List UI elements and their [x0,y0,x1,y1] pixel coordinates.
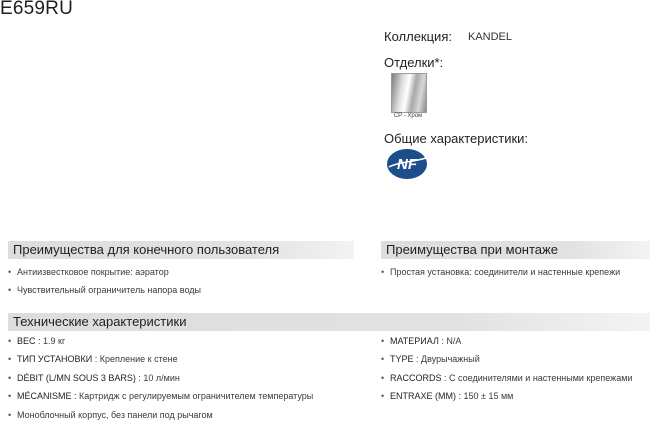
bullet-icon: • [8,410,12,420]
product-code: E659RU [0,0,74,19]
spec-key: МАТЕРИАЛ [390,336,439,346]
spec-row: • ТИП УСТАНОВКИ : Крепление к стене [8,354,178,364]
spec-value: Двурычажный [421,354,480,364]
spec-key: ENTRAXE (MM) [390,391,456,401]
user-benefits-header [8,241,354,259]
bullet-icon: • [381,391,385,401]
general-characteristics-label: Общие характеристики: [384,131,529,146]
nf-logo-text: NF [397,156,417,173]
spec-key: RACCORDS [390,373,442,383]
install-benefits-header [381,241,650,259]
spec-key: TYPE [390,354,414,364]
bullet-icon: • [381,267,385,277]
nf-certification-logo [386,148,428,180]
bullet-icon: • [8,391,12,401]
bullet-icon: • [8,336,12,346]
spec-value: 1.9 кг [43,336,66,346]
spec-row: • MÉCANISME : Картридж с регулируемым ограничителем температуры [8,391,314,401]
collection-label: Коллекция: [384,29,452,44]
install-benefit-item [381,267,620,277]
spec-row: • ENTRAXE (MM) : 150 ± 15 мм [381,391,514,401]
spec-value: 10 л/мин [143,373,180,383]
bullet-icon: • [381,354,385,364]
spec-value: 150 ± 15 мм [463,391,514,401]
install-benefit-text: Простая установка: соединители и настенные крепежи [390,267,621,277]
spec-row: • TYPE : Двурычажный [381,354,480,364]
tech-specs-title: Технические характеристики [13,314,187,329]
spec-row [8,410,213,420]
spec-value: Картридж с регулируемым ограничителем температуры [79,391,314,401]
collection-value: KANDEL [468,31,513,43]
spec-row: • RACCORDS : С соединителями и настенными крепежами [381,373,633,383]
user-benefit-item [8,285,201,295]
bullet-icon: • [8,373,12,383]
spec-key: ТИП УСТАНОВКИ [17,354,93,364]
bullet-icon: • [8,267,12,277]
user-benefit-text: Антиизвестковое покрытие: аэратор [17,267,169,277]
user-benefit-item [8,267,169,277]
bullet-icon: • [8,285,12,295]
install-benefits-title: Преимущества при монтаже [386,242,558,257]
finishes-label: Отделки*: [384,55,444,70]
chrome-finish-swatch [391,73,427,113]
spec-row: • МАТЕРИАЛ : N/A [381,336,462,346]
spec-value: Крепление к стене [99,354,178,364]
tech-specs-header [8,313,650,331]
spec-row: • ВЕС : 1.9 кг [8,336,66,346]
spec-key: ВЕС [17,336,36,346]
bullet-icon: • [8,354,12,364]
spec-value: С соединителями и настенными крепежами [449,373,633,383]
user-benefit-text: Чувствительный ограничитель напора воды [17,285,201,295]
spec-value: N/A [446,336,462,346]
bullet-icon: • [381,373,385,383]
chrome-finish-label: CP - Хром [393,113,423,119]
spec-value: Моноблочный корпус, без панели под рычагом [17,410,213,420]
user-benefits-title: Преимущества для конечного пользователя [13,242,280,257]
spec-row: • DÉBIT (L/MN SOUS 3 BARS) : 10 л/мин [8,373,180,383]
spec-key: DÉBIT (L/MN SOUS 3 BARS) [17,373,136,383]
spec-key: MÉCANISME [17,391,72,401]
bullet-icon: • [381,336,385,346]
